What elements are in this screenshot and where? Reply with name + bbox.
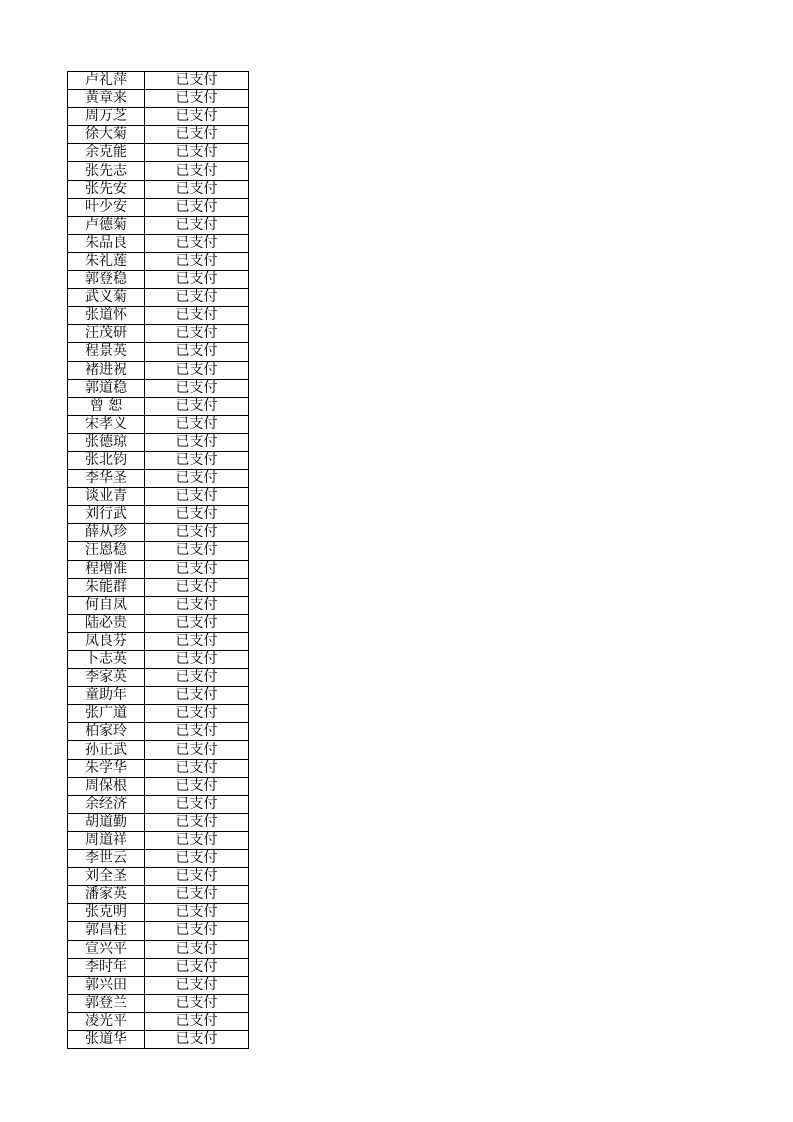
table-row: [68, 126, 249, 144]
name-cell: 张先安: [68, 180, 145, 198]
table-row: [68, 252, 249, 270]
payment-status-cell: 已支付: [145, 144, 249, 162]
payment-status-cell: 已支付: [145, 470, 249, 488]
payment-status-cell: 已支付: [145, 108, 249, 126]
name-cell: 郭昌柱: [68, 922, 145, 940]
name-cell: 郭登稳: [68, 271, 145, 289]
table-row: [68, 1012, 249, 1030]
name-cell: 朱礼莲: [68, 252, 145, 270]
table-row: [68, 451, 249, 469]
table-row: [68, 90, 249, 108]
table-row: [68, 596, 249, 614]
payment-status-cell: 已支付: [145, 542, 249, 560]
name-cell: 李华圣: [68, 470, 145, 488]
table-row: [68, 759, 249, 777]
name-cell: 孙正武: [68, 741, 145, 759]
name-cell: 黄章来: [68, 90, 145, 108]
table-row: [68, 234, 249, 252]
name-cell: 童助年: [68, 687, 145, 705]
name-cell: 余克能: [68, 144, 145, 162]
name-cell: 叶少安: [68, 198, 145, 216]
name-cell: 潘家英: [68, 886, 145, 904]
name-cell: 汪恩稳: [68, 542, 145, 560]
table-row: [68, 831, 249, 849]
table-row: [68, 560, 249, 578]
payment-status-cell: 已支付: [145, 741, 249, 759]
payment-status-cell: 已支付: [145, 307, 249, 325]
payment-status-cell: 已支付: [145, 72, 249, 90]
payment-status-cell: 已支付: [145, 904, 249, 922]
payment-status-cell: 已支付: [145, 886, 249, 904]
name-cell: 张道怀: [68, 307, 145, 325]
name-cell: 朱品良: [68, 234, 145, 252]
table-row: [68, 198, 249, 216]
payment-status-cell: 已支付: [145, 379, 249, 397]
payment-status-cell: 已支付: [145, 994, 249, 1012]
payment-status-cell: 已支付: [145, 234, 249, 252]
name-cell: 张广道: [68, 705, 145, 723]
payment-status-cell: 已支付: [145, 488, 249, 506]
table-row: [68, 868, 249, 886]
table-row: [68, 506, 249, 524]
table-row: [68, 397, 249, 415]
table-row: [68, 379, 249, 397]
payment-status-cell: 已支付: [145, 705, 249, 723]
table-row: [68, 343, 249, 361]
name-cell: 张北钧: [68, 451, 145, 469]
name-cell: 余经济: [68, 795, 145, 813]
name-cell: 凤良芬: [68, 632, 145, 650]
table-row: [68, 904, 249, 922]
table-row: [68, 723, 249, 741]
payment-status-cell: 已支付: [145, 922, 249, 940]
payment-status-cell: 已支付: [145, 868, 249, 886]
name-cell: 胡道勤: [68, 813, 145, 831]
name-cell: 薛从珍: [68, 524, 145, 542]
table-row: [68, 488, 249, 506]
table-row: [68, 433, 249, 451]
name-cell: 程增准: [68, 560, 145, 578]
payment-status-cell: 已支付: [145, 632, 249, 650]
table-row: [68, 813, 249, 831]
payment-status-cell: 已支付: [145, 831, 249, 849]
table-row: [68, 271, 249, 289]
payment-status-cell: 已支付: [145, 795, 249, 813]
table-row: [68, 994, 249, 1012]
table-row: [68, 542, 249, 560]
table-row: [68, 958, 249, 976]
name-cell: 朱学华: [68, 759, 145, 777]
payment-status-cell: 已支付: [145, 614, 249, 632]
payment-status-cell: 已支付: [145, 687, 249, 705]
name-cell: 李世云: [68, 850, 145, 868]
name-cell: 武义菊: [68, 289, 145, 307]
payment-status-cell: 已支付: [145, 361, 249, 379]
name-cell: 郭道稳: [68, 379, 145, 397]
table-row: [68, 705, 249, 723]
payment-status-cell: 已支付: [145, 415, 249, 433]
table-row: [68, 361, 249, 379]
payment-status-cell: 已支付: [145, 669, 249, 687]
name-cell: 郭兴田: [68, 976, 145, 994]
name-cell: 卜志英: [68, 651, 145, 669]
name-cell: 卢德菊: [68, 216, 145, 234]
payment-status-cell: 已支付: [145, 596, 249, 614]
table-row: [68, 144, 249, 162]
payment-table: [67, 71, 249, 1049]
payment-status-cell: 已支付: [145, 813, 249, 831]
name-cell: 周道祥: [68, 831, 145, 849]
name-cell: 褚进祝: [68, 361, 145, 379]
payment-status-cell: 已支付: [145, 252, 249, 270]
table-row: [68, 850, 249, 868]
name-cell: 汪茂研: [68, 325, 145, 343]
table-row: [68, 922, 249, 940]
table-row: [68, 180, 249, 198]
table-row: [68, 578, 249, 596]
table-row: [68, 216, 249, 234]
table-row: [68, 614, 249, 632]
name-cell: 刘全圣: [68, 868, 145, 886]
table-row: [68, 415, 249, 433]
payment-status-cell: 已支付: [145, 433, 249, 451]
payment-status-cell: 已支付: [145, 126, 249, 144]
table-row: [68, 108, 249, 126]
payment-status-cell: 已支付: [145, 271, 249, 289]
payment-status-cell: 已支付: [145, 180, 249, 198]
table-row: [68, 1030, 249, 1048]
payment-status-cell: 已支付: [145, 777, 249, 795]
payment-status-cell: 已支付: [145, 325, 249, 343]
table-row: [68, 940, 249, 958]
name-cell: 柏家玲: [68, 723, 145, 741]
name-cell: 李家英: [68, 669, 145, 687]
table-row: [68, 524, 249, 542]
payment-status-cell: 已支付: [145, 976, 249, 994]
name-cell: 郭登兰: [68, 994, 145, 1012]
payment-table-body: [68, 72, 249, 1049]
name-cell: 刘行武: [68, 506, 145, 524]
table-row: [68, 976, 249, 994]
payment-status-cell: 已支付: [145, 850, 249, 868]
table-row: [68, 632, 249, 650]
table-row: [68, 777, 249, 795]
table-row: [68, 325, 249, 343]
payment-status-cell: 已支付: [145, 1012, 249, 1030]
name-cell: 谈业青: [68, 488, 145, 506]
payment-status-cell: 已支付: [145, 723, 249, 741]
name-cell: 程景英: [68, 343, 145, 361]
payment-status-cell: 已支付: [145, 506, 249, 524]
table-row: [68, 470, 249, 488]
payment-status-cell: 已支付: [145, 343, 249, 361]
name-cell: 徐大菊: [68, 126, 145, 144]
payment-status-cell: 已支付: [145, 397, 249, 415]
payment-status-cell: 已支付: [145, 162, 249, 180]
payment-status-cell: 已支付: [145, 560, 249, 578]
name-cell: 宣兴平: [68, 940, 145, 958]
table-row: [68, 687, 249, 705]
name-cell: 宋孝义: [68, 415, 145, 433]
payment-status-cell: 已支付: [145, 216, 249, 234]
name-cell: 曾 恕: [68, 397, 145, 415]
name-cell: 陆必贵: [68, 614, 145, 632]
table-row: [68, 162, 249, 180]
payment-status-cell: 已支付: [145, 940, 249, 958]
payment-status-cell: 已支付: [145, 958, 249, 976]
payment-status-cell: 已支付: [145, 578, 249, 596]
name-cell: 张道华: [68, 1030, 145, 1048]
payment-status-cell: 已支付: [145, 524, 249, 542]
payment-status-cell: 已支付: [145, 759, 249, 777]
payment-status-cell: 已支付: [145, 451, 249, 469]
name-cell: 李时年: [68, 958, 145, 976]
name-cell: 卢礼萍: [68, 72, 145, 90]
payment-status-cell: 已支付: [145, 90, 249, 108]
table-row: [68, 795, 249, 813]
name-cell: 张克明: [68, 904, 145, 922]
name-cell: 何自凤: [68, 596, 145, 614]
payment-status-cell: 已支付: [145, 198, 249, 216]
table-row: [68, 307, 249, 325]
table-row: [68, 651, 249, 669]
name-cell: 朱能群: [68, 578, 145, 596]
table-row: [68, 669, 249, 687]
payment-status-cell: 已支付: [145, 1030, 249, 1048]
name-cell: 周保根: [68, 777, 145, 795]
name-cell: 凌光平: [68, 1012, 145, 1030]
table-row: [68, 72, 249, 90]
table-row: [68, 886, 249, 904]
name-cell: 周万芝: [68, 108, 145, 126]
table-row: [68, 741, 249, 759]
payment-status-cell: 已支付: [145, 289, 249, 307]
payment-status-cell: 已支付: [145, 651, 249, 669]
table-row: [68, 289, 249, 307]
name-cell: 张德琼: [68, 433, 145, 451]
name-cell: 张先志: [68, 162, 145, 180]
payment-sheet: [67, 71, 249, 1049]
